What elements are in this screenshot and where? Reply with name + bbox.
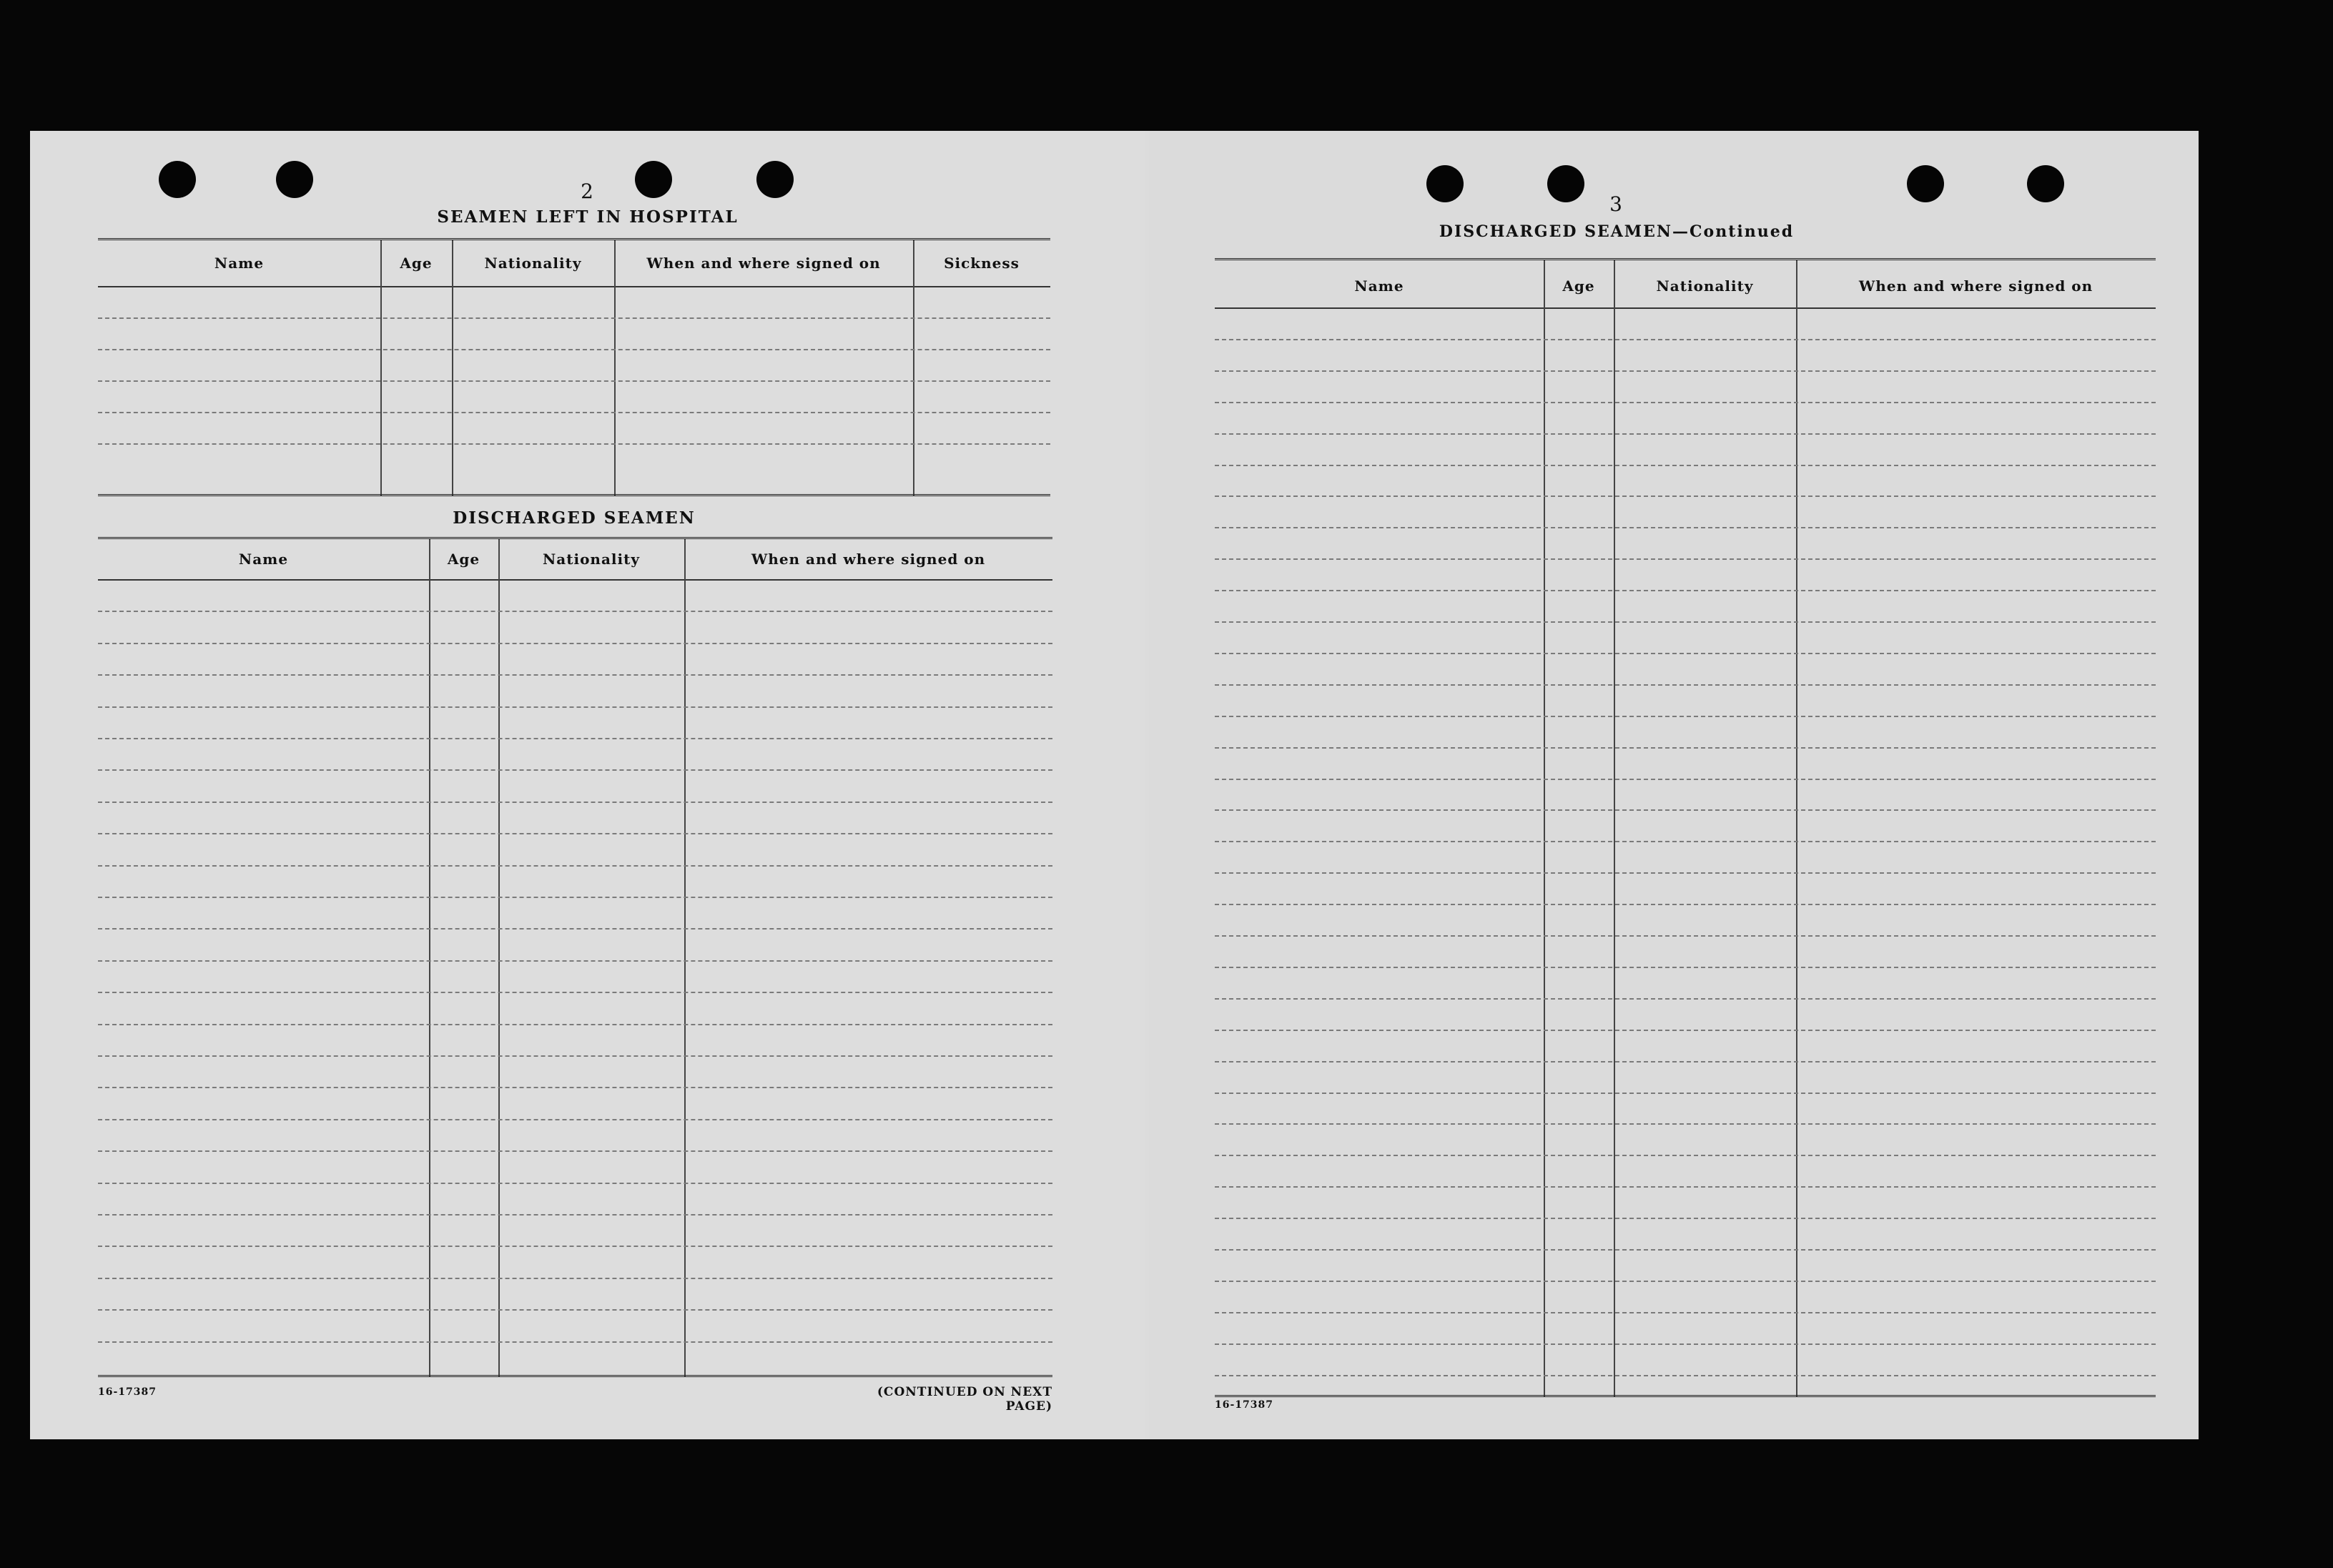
ruled-row-line [1215, 1123, 2156, 1125]
column-divider [380, 240, 382, 496]
table-bottom-rule [98, 1375, 1052, 1377]
ruled-row-line [1215, 841, 2156, 842]
ruled-row-line [1215, 1375, 2156, 1376]
column-header-nationality: Nationality [543, 551, 640, 568]
ruled-row-line [98, 1246, 1052, 1247]
ruled-row-line [98, 1024, 1052, 1025]
ruled-row-line [1215, 935, 2156, 937]
table-bottom-rule [1215, 1395, 2156, 1397]
ruled-row-line [1215, 653, 2156, 654]
ruled-row-line [98, 706, 1052, 708]
page-number: 3 [1609, 192, 1624, 216]
section-title-hospital: SEAMEN LEFT IN HOSPITAL [437, 207, 739, 227]
column-header-age: Age [447, 551, 480, 568]
ruled-row-line [1215, 904, 2156, 905]
ruled-row-line [1215, 590, 2156, 591]
ruled-row-line [98, 1150, 1052, 1152]
ruled-row-line [1215, 967, 2156, 968]
ruled-row-line [98, 611, 1052, 612]
ruled-row-line [1215, 527, 2156, 528]
column-divider [429, 539, 430, 1377]
column-header-sickness: Sickness [944, 255, 1020, 272]
ruled-row-line [1215, 402, 2156, 403]
ruled-row-line [1215, 747, 2156, 749]
ruled-row-line [1215, 1281, 2156, 1282]
ruled-row-line [1215, 1312, 2156, 1313]
ruled-row-line [98, 928, 1052, 930]
ruled-row-line [98, 897, 1052, 898]
column-header-name: Name [214, 255, 265, 272]
ruled-row-line [1215, 1249, 2156, 1251]
ruled-row-line [98, 1087, 1052, 1088]
ruled-row-line [1215, 779, 2156, 780]
ruled-row-line [98, 349, 1050, 350]
ruled-row-line [1215, 433, 2156, 435]
ruled-row-line [98, 380, 1050, 382]
ruled-row-line [98, 769, 1052, 771]
ruled-row-line [1215, 558, 2156, 560]
ruled-row-line [1215, 998, 2156, 1000]
column-divider [913, 240, 914, 496]
ruled-row-line [1215, 872, 2156, 874]
table-bottom-rule [98, 494, 1050, 496]
ruled-row-line [1215, 1061, 2156, 1062]
ruled-row-line [1215, 1155, 2156, 1156]
ruled-row-line [98, 1341, 1052, 1343]
ruled-row-line [1215, 1343, 2156, 1345]
ruled-row-line [98, 412, 1050, 413]
column-divider [1614, 260, 1615, 1397]
column-header-signed-on: When and where signed on [646, 255, 881, 272]
right-page [1149, 131, 2199, 1439]
column-header-name: Name [238, 551, 289, 568]
column-header-signed-on: When and where signed on [1858, 277, 2093, 295]
ruled-row-line [1215, 370, 2156, 372]
ruled-row-line [1215, 1186, 2156, 1188]
ruled-row-line [98, 1309, 1052, 1311]
ruled-row-line [1215, 1093, 2156, 1094]
form-sheet [30, 131, 2199, 1439]
ruled-row-line [98, 992, 1052, 993]
ruled-row-line [98, 317, 1050, 319]
header-rule [98, 579, 1052, 581]
header-rule [1215, 307, 2156, 309]
section-title-discharged-continued: DISCHARGED SEAMEN—Continued [1439, 222, 1795, 241]
column-header-nationality: Nationality [1656, 277, 1754, 295]
column-header-signed-on: When and where signed on [751, 551, 986, 568]
column-header-nationality: Nationality [484, 255, 582, 272]
column-divider [614, 240, 616, 496]
continued-note: (CONTINUED ON NEXT PAGE) [877, 1385, 1052, 1414]
ruled-row-line [1215, 684, 2156, 686]
ruled-row-line [98, 1214, 1052, 1216]
column-header-age: Age [1562, 277, 1595, 295]
ruled-row-line [1215, 339, 2156, 340]
page-number: 2 [581, 179, 595, 203]
form-number: 16-17387 [98, 1386, 157, 1398]
ruled-row-line [1215, 465, 2156, 466]
ruled-row-line [98, 738, 1052, 739]
ruled-row-line [1215, 621, 2156, 623]
ruled-row-line [98, 443, 1050, 445]
ruled-row-line [1215, 1030, 2156, 1031]
ruled-row-line [98, 674, 1052, 676]
ruled-row-line [98, 1183, 1052, 1184]
form-number: 16-17387 [1215, 1399, 1273, 1411]
ruled-row-line [1215, 809, 2156, 811]
column-divider [1796, 260, 1797, 1397]
hospital-table [98, 238, 1050, 496]
left-page [30, 131, 1145, 1439]
discharged-continued-table [1215, 258, 2156, 1397]
ruled-row-line [98, 1278, 1052, 1279]
column-divider [498, 539, 500, 1377]
ruled-row-line [1215, 495, 2156, 497]
column-divider [684, 539, 686, 1377]
column-divider [452, 240, 453, 496]
column-header-age: Age [400, 255, 433, 272]
header-rule [98, 286, 1050, 287]
ruled-row-line [98, 802, 1052, 803]
ruled-row-line [98, 643, 1052, 644]
ruled-row-line [98, 960, 1052, 962]
column-header-name: Name [1354, 277, 1404, 295]
column-divider [1544, 260, 1545, 1397]
discharged-table [98, 537, 1052, 1377]
ruled-row-line [1215, 1218, 2156, 1219]
ruled-row-line [1215, 716, 2156, 717]
ruled-row-line [98, 1055, 1052, 1057]
ruled-row-line [98, 1119, 1052, 1120]
section-title-discharged: DISCHARGED SEAMEN [453, 508, 696, 528]
ruled-row-line [98, 865, 1052, 867]
ruled-row-line [98, 833, 1052, 834]
